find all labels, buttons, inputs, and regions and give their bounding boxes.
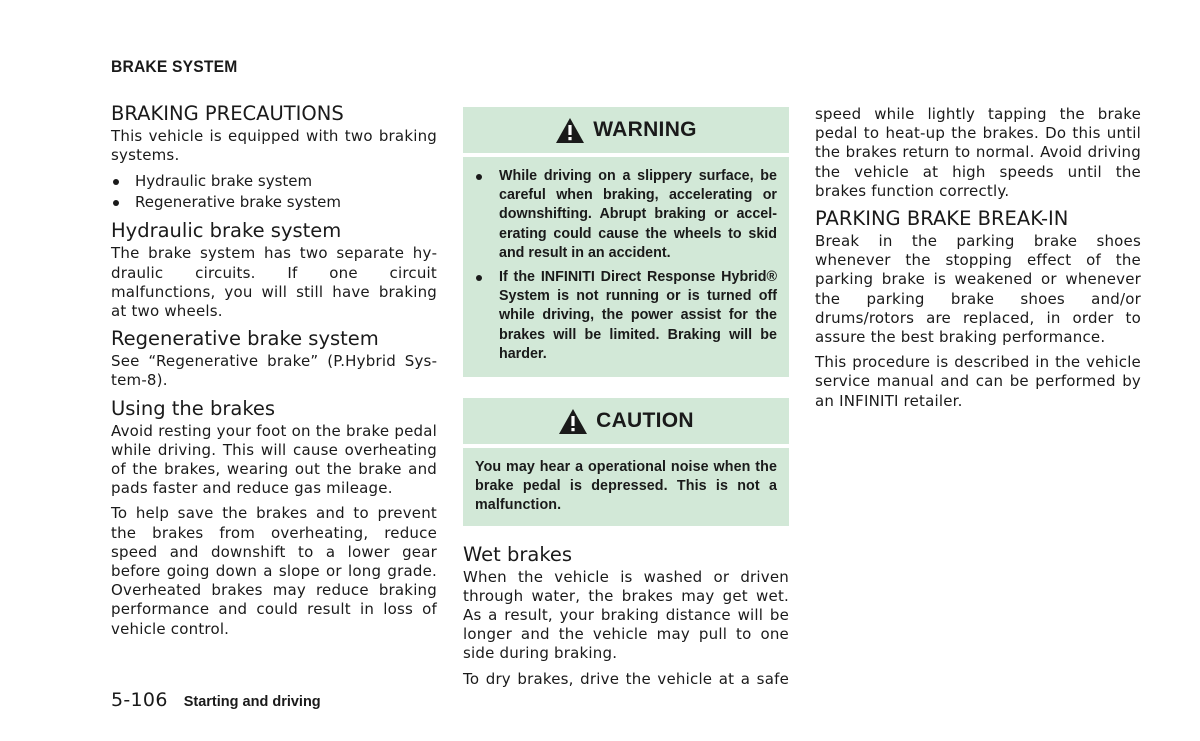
bullet-icon [113, 179, 119, 185]
parking-brake-text-1: Break in the parking brake shoes whenever the stopping effect of the parking brake is weakened or whenever the parking brake shoes and/or drums/rotors are replaced, in order to assure the best braking performance. [815, 232, 1141, 347]
hydraulic-heading: Hydraulic brake system [111, 219, 342, 243]
using-brakes-heading: Using the brakes [111, 396, 276, 420]
braking-precautions-heading: BRAKING PRECAUTIONS [111, 102, 344, 125]
regenerative-text: See “Regenerative brake” (P.Hybrid System-8). [111, 352, 437, 390]
wet-brakes-heading: Wet brakes [463, 542, 573, 566]
caution-text: You may hear a operational noise when the brake pedal is depressed. This is not a malfunction. [475, 459, 777, 514]
hydraulic-text: The brake system has two separate hydraulic circuits. If one circuit malfunctions, you will still have braking at two wheels. [111, 244, 437, 321]
column-middle [463, 107, 789, 695]
chapter-title: Starting and driving [183, 694, 321, 710]
brake-systems-list [111, 171, 437, 213]
section-header: BRAKE SYSTEM [111, 57, 238, 76]
warning-item: If the INFINITI Direct Response Hybrid® System is not running or is turned off while driving, the power assist for the brakes will be limited. Braking will be harder. [475, 268, 777, 364]
list-item: Regenerative brake system [111, 192, 437, 213]
warning-triangle-icon [558, 408, 588, 435]
page-footer [111, 689, 321, 711]
caution-title: CAUTION [463, 398, 789, 444]
using-brakes-text-1: Avoid resting your foot on the brake pedal while driving. This will cause overheating of the brakes, wearing out the brake and pads faster and reduce gas mileage. [111, 421, 437, 498]
bullet-icon [476, 275, 482, 281]
intro-text: This vehicle is equipped with two braking systems. [111, 127, 437, 165]
wet-brakes-text-2: To dry brakes, drive the vehicle at a safe [463, 669, 789, 688]
warning-item: While driving on a slippery surface, be careful when braking, accelerating or downshifting. Abrupt braking or accelerating could cause the wheels to skid and result in an accident. [475, 167, 777, 263]
bullet-icon [113, 200, 119, 206]
warning-triangle-icon [555, 117, 585, 144]
caution-box [463, 398, 789, 444]
continued-text: speed while lightly tapping the brake pedal to heat-up the brakes. Do this until the brakes return to normal. Avoid driving the vehicle at high speeds until the brakes function correctly. [815, 105, 1141, 200]
regenerative-heading: Regenerative brake system [111, 327, 379, 351]
list-item: Hydraulic brake system [111, 171, 437, 192]
column-right [815, 105, 1141, 417]
page-number: 5-106 [111, 689, 168, 711]
parking-brake-heading: PARKING BRAKE BREAK-IN [815, 207, 1069, 231]
wet-brakes-text-1: When the vehicle is washed or driven through water, the brakes may get wet. As a result, your braking distance will be longer and the vehicle may pull to one side during braking. [463, 567, 789, 663]
warning-body [463, 157, 789, 377]
using-brakes-text-2: To help save the brakes and to prevent the brakes from overheating, reduce speed and downshift to a lower gear before going down a slope or long grade. Overheated brakes may reduce braking performance and could result in loss of vehicle control. [111, 504, 437, 638]
column-left [111, 102, 437, 645]
warning-title: WARNING [463, 107, 789, 153]
bullet-icon [476, 174, 482, 180]
warning-box [463, 107, 789, 153]
parking-brake-text-2: This procedure is described in the vehicle service manual and can be performed by an INFINITI retailer. [815, 353, 1141, 410]
caution-body [463, 448, 789, 526]
